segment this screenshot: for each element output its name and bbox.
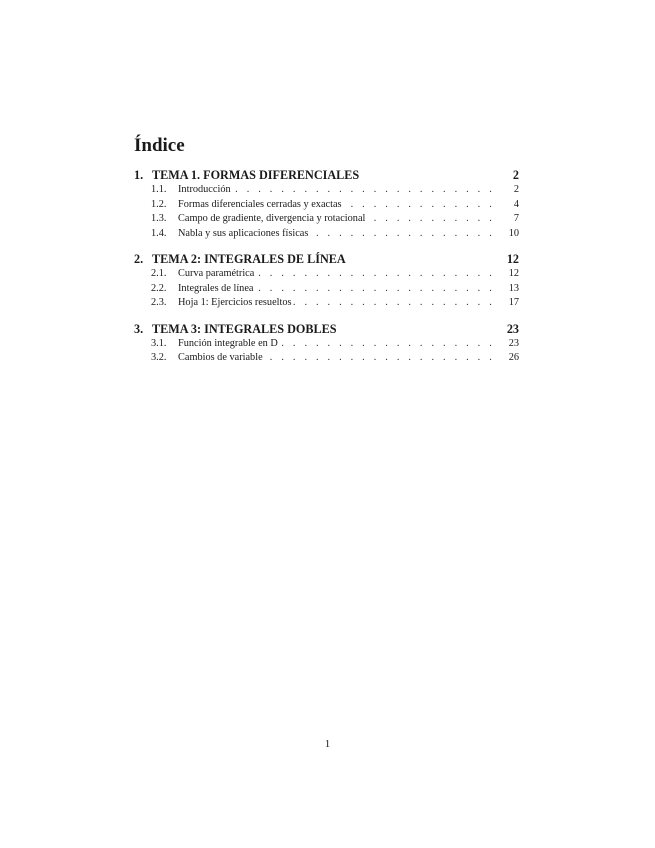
- subsection-number: 2.3.: [151, 297, 167, 308]
- toc-section: [134, 251, 519, 311]
- toc-heading: Índice: [134, 135, 185, 156]
- subsection-number: 1.1.: [151, 184, 167, 195]
- table-of-contents: [134, 167, 519, 376]
- dot-leader: [278, 337, 495, 352]
- section-page: 12: [506, 252, 519, 266]
- subsection-title: Introducción: [178, 184, 231, 195]
- toc-subsection-entry[interactable]: [134, 212, 519, 227]
- subsection-number: 2.1.: [151, 268, 167, 279]
- toc-subsection-entry[interactable]: [134, 351, 519, 366]
- subsection-page: 2: [513, 184, 519, 195]
- toc-subsection-entry[interactable]: [134, 227, 519, 242]
- section-title: TEMA 2: INTEGRALES DE LÍNEA: [152, 252, 346, 266]
- subsection-number: 1.3.: [151, 213, 167, 224]
- toc-section-entry[interactable]: [134, 251, 519, 267]
- subsection-page: 4: [513, 198, 519, 210]
- toc-subsection-entry[interactable]: [134, 183, 519, 198]
- subsection-page: 26: [508, 352, 519, 363]
- dot-leader: [254, 267, 495, 282]
- section-page: 23: [506, 321, 519, 336]
- subsection-page: 23: [508, 337, 519, 349]
- section-number: 2.: [134, 252, 144, 266]
- dot-leader: [365, 212, 495, 227]
- dot-leader: [342, 198, 495, 213]
- subsection-title: Cambios de variable: [178, 352, 263, 363]
- page-number: 1: [324, 738, 331, 750]
- section-title: TEMA 3: INTEGRALES DOBLES: [152, 321, 337, 336]
- dot-leader: [253, 282, 495, 297]
- dot-leader: [263, 351, 495, 366]
- subsection-title: Nabla y sus aplicaciones físicas: [178, 227, 309, 239]
- toc-subsection-entry[interactable]: [134, 282, 519, 297]
- section-number: 3.: [134, 321, 144, 336]
- toc-subsection-entry[interactable]: [134, 337, 519, 352]
- subsection-title: Campo de gradiente, divergencia y rotacional: [178, 213, 366, 224]
- subsection-title: Formas diferenciales cerradas y exactas: [178, 198, 342, 210]
- subsection-title: Curva paramétrica: [178, 268, 255, 279]
- subsection-number: 2.2.: [151, 282, 167, 294]
- dot-leader: [308, 227, 495, 242]
- subsection-number: 1.4.: [151, 227, 167, 239]
- subsection-page: 7: [513, 213, 519, 224]
- subsection-page: 13: [508, 282, 519, 294]
- toc-subsection-entry[interactable]: [134, 296, 519, 311]
- toc-subsection-entry[interactable]: [134, 267, 519, 282]
- dot-leader: [292, 296, 495, 311]
- subsection-title: Integrales de línea: [178, 282, 254, 294]
- toc-section: [134, 321, 519, 366]
- section-page: 2: [512, 168, 519, 182]
- subsection-number: 3.2.: [151, 352, 167, 363]
- subsection-number: 1.2.: [151, 198, 167, 210]
- subsection-page: 17: [508, 297, 519, 308]
- toc-section-entry[interactable]: [134, 167, 519, 183]
- subsection-page: 10: [508, 227, 519, 239]
- section-number: 1.: [134, 168, 144, 182]
- toc-subsection-entry[interactable]: [134, 198, 519, 213]
- toc-section: [134, 167, 519, 241]
- subsection-number: 3.1.: [151, 337, 167, 349]
- section-title: TEMA 1. FORMAS DIFERENCIALES: [152, 168, 360, 182]
- subsection-page: 12: [508, 268, 519, 279]
- toc-section-entry[interactable]: [134, 321, 519, 337]
- subsection-title: Hoja 1: Ejercicios resueltos: [178, 297, 292, 308]
- dot-leader: [231, 183, 495, 198]
- subsection-title: Función integrable en D: [178, 337, 278, 349]
